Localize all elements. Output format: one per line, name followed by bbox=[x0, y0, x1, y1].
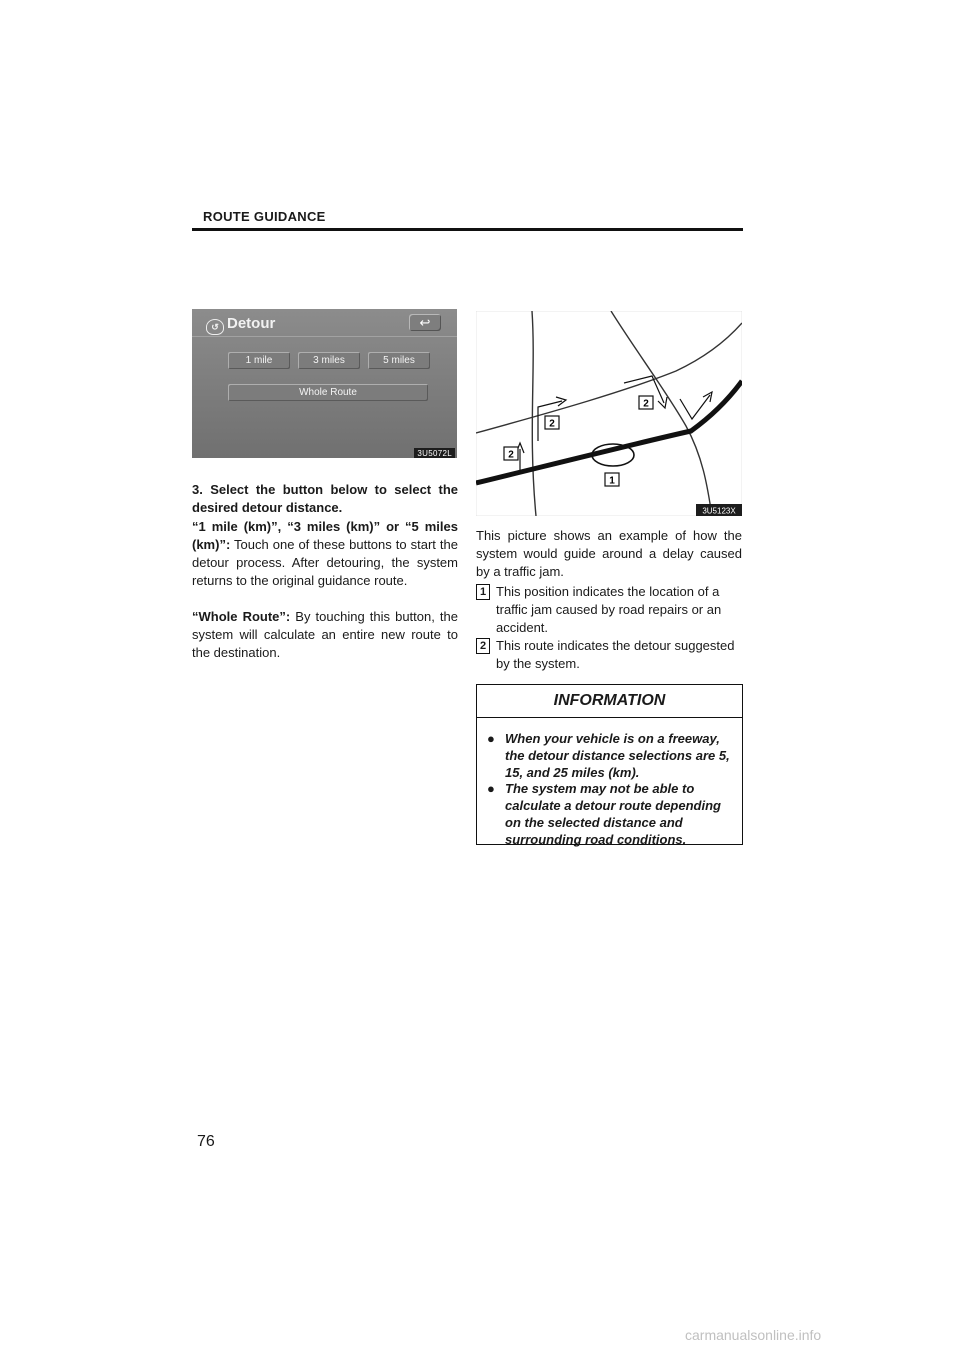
detour-map-image bbox=[476, 311, 742, 516]
step-3-instruction bbox=[192, 481, 458, 517]
map-label-2b: 2 bbox=[549, 418, 555, 430]
map-item-2 bbox=[476, 637, 743, 673]
header-rule bbox=[192, 228, 743, 231]
screen-button-3-miles: 3 miles bbox=[298, 352, 360, 369]
footer-watermark: carmanualsonline.info bbox=[685, 1327, 822, 1343]
screen-button-1-mile: 1 mile bbox=[228, 352, 290, 369]
map-drawing bbox=[476, 311, 742, 516]
distance-buttons-label: “1 mile (km)”, “3 miles (km)” or “5 miles (km)”: bbox=[192, 519, 458, 552]
whole-route-text: By touching this button, the system will calculate an entire new route to the destination. bbox=[192, 609, 459, 660]
bullet-icon: ● bbox=[487, 731, 495, 746]
item-text-2: This route indicates the detour suggested by the system. bbox=[496, 638, 735, 671]
item-number-1: 1 bbox=[476, 584, 490, 600]
screen-button-5-miles: 5 miles bbox=[368, 352, 430, 369]
map-item-1 bbox=[476, 583, 743, 637]
distance-buttons-description bbox=[192, 518, 458, 590]
information-bullet-1 bbox=[487, 730, 734, 781]
page-number: 76 bbox=[197, 1133, 215, 1150]
section-title: ROUTE GUIDANCE bbox=[203, 209, 326, 224]
detour-icon: ↺ bbox=[206, 319, 224, 335]
information-heading: INFORMATION bbox=[477, 685, 742, 718]
information-bullet-2 bbox=[487, 780, 734, 848]
map-image-code: 3U5123X bbox=[702, 506, 736, 516]
back-button bbox=[409, 314, 441, 331]
screen-title bbox=[206, 315, 275, 335]
screen-title-text: Detour bbox=[227, 315, 276, 332]
information-bullet-1-text: When your vehicle is on a freeway, the detour distance selections are 5, 15, and 25 miles (km). bbox=[505, 731, 730, 780]
step-3-text: 3. Select the button below to select the desired detour distance. bbox=[192, 482, 458, 515]
screen-button-whole-route: Whole Route bbox=[228, 384, 428, 401]
screen-divider bbox=[192, 336, 457, 337]
map-label-1: 1 bbox=[609, 475, 615, 487]
item-text-1: This position indicates the location of a traffic jam caused by road repairs or an accident. bbox=[496, 584, 722, 635]
detour-screen-image bbox=[192, 309, 457, 458]
whole-route-description bbox=[192, 608, 458, 662]
map-label-2c: 2 bbox=[643, 398, 649, 410]
distance-buttons-text: Touch one of these buttons to start the detour process. After detouring, the system returns to the original guidance route. bbox=[192, 537, 458, 588]
whole-route-label: “Whole Route”: bbox=[192, 609, 291, 624]
information-bullet-2-text: The system may not be able to calculate a detour route depending on the selected distance and surrounding road conditions. bbox=[505, 781, 721, 847]
screen-image-code: 3U5072L bbox=[414, 448, 455, 458]
map-intro: This picture shows an example of how the system would guide around a delay caused by a traffic jam. bbox=[476, 528, 742, 579]
map-label-2a: 2 bbox=[508, 449, 514, 461]
bullet-icon: ● bbox=[487, 781, 495, 796]
return-arrow-icon: ↩ bbox=[419, 315, 431, 330]
information-box bbox=[476, 684, 743, 845]
item-number-2: 2 bbox=[476, 638, 490, 654]
